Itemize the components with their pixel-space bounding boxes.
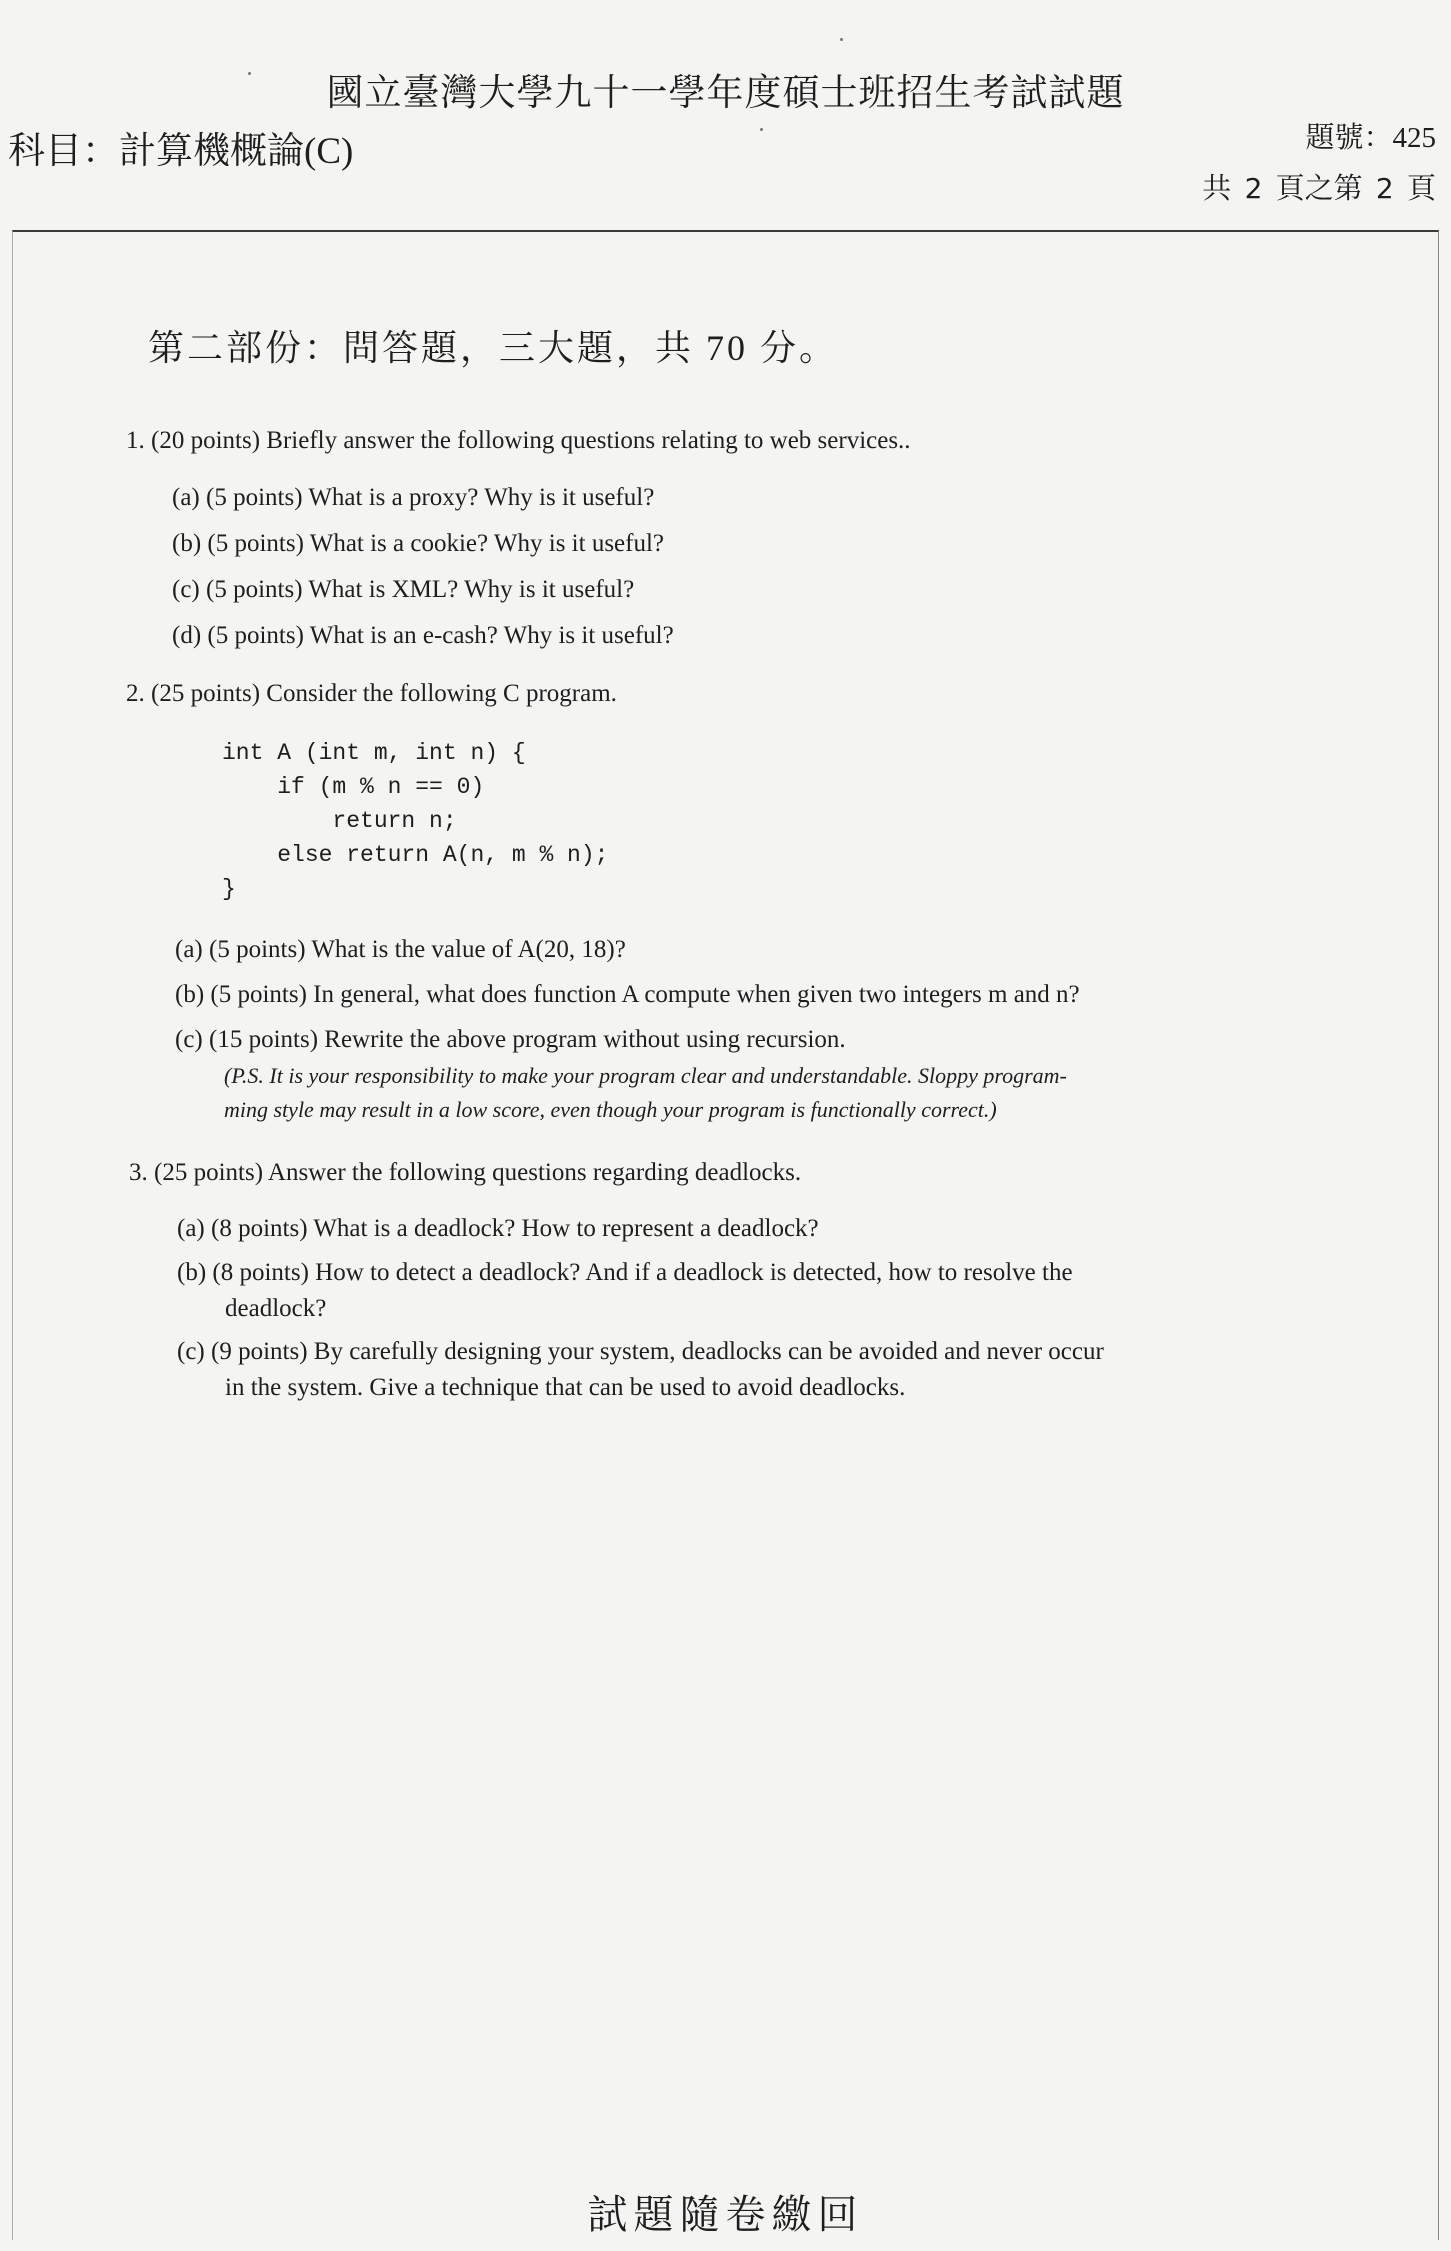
question-3-c: (c) (9 points) By carefully designing your system, deadlocks can be avoided and never occur (177, 1338, 1104, 1365)
question-3-b-cont: deadlock? (225, 1295, 327, 1322)
pages-middle: 頁之第 (1275, 173, 1363, 205)
scan-speck (760, 128, 763, 131)
question-3-c-cont: in the system. Give a technique that can be used to avoid deadlocks. (225, 1374, 906, 1401)
scan-speck (840, 38, 843, 41)
code-block (222, 736, 608, 906)
question-3-a: (a) (8 points) What is a deadlock? How to represent a deadlock? (177, 1215, 819, 1242)
exam-title: 國立臺灣大學九十一學年度碩士班招生考試試題 (326, 73, 1125, 114)
pages-current: 2 (1375, 172, 1394, 205)
ps-note-line: (P.S. It is your responsibility to make your program clear and understandable. Sloppy program- (224, 1063, 1067, 1088)
code-line: else return A(n, m % n); (222, 842, 609, 868)
pages-suffix: 頁 (1406, 173, 1436, 205)
pages-total: 2 (1244, 172, 1263, 205)
pages-prefix: 共 (1202, 173, 1232, 205)
code-line: return n; (222, 808, 457, 834)
question-3: 3. (25 points) Answer the following questions regarding deadlocks. (129, 1159, 802, 1186)
page-indicator (1202, 166, 1436, 207)
question-number: 題號：425 (1305, 122, 1436, 154)
scan-speck (248, 72, 251, 75)
question-2-a: (a) (5 points) What is the value of A(20, 18)? (175, 936, 626, 963)
code-line: } (222, 876, 236, 902)
question-1-d: (d) (5 points) What is an e-cash? Why is it useful? (172, 622, 674, 649)
part-title: 第二部份：問答題，三大題，共 70 分。 (148, 328, 839, 368)
question-2-c: (c) (15 points) Rewrite the above program without using recursion. (175, 1026, 846, 1053)
question-2: 2. (25 points) Consider the following C program. (126, 680, 617, 707)
code-line: if (m % n == 0) (222, 774, 485, 800)
code-line: int A (int m, int n) { (222, 740, 526, 766)
question-1: 1. (20 points) Briefly answer the following questions relating to web services.. (126, 427, 911, 454)
question-1-a: (a) (5 points) What is a proxy? Why is it useful? (172, 484, 655, 511)
subject-label: 科目：計算機概論(C) (8, 131, 354, 172)
question-3-b: (b) (8 points) How to detect a deadlock? And if a deadlock is detected, how to resolve the (177, 1259, 1073, 1286)
footer-note: 試題隨卷繳回 (587, 2192, 864, 2237)
question-1-b: (b) (5 points) What is a cookie? Why is it useful? (172, 530, 665, 557)
ps-note-line: ming style may result in a low score, even though your program is functionally correct.) (224, 1097, 997, 1122)
question-2-b: (b) (5 points) In general, what does function A compute when given two integers m and n? (175, 981, 1080, 1008)
question-1-c: (c) (5 points) What is XML? Why is it useful? (172, 576, 635, 603)
